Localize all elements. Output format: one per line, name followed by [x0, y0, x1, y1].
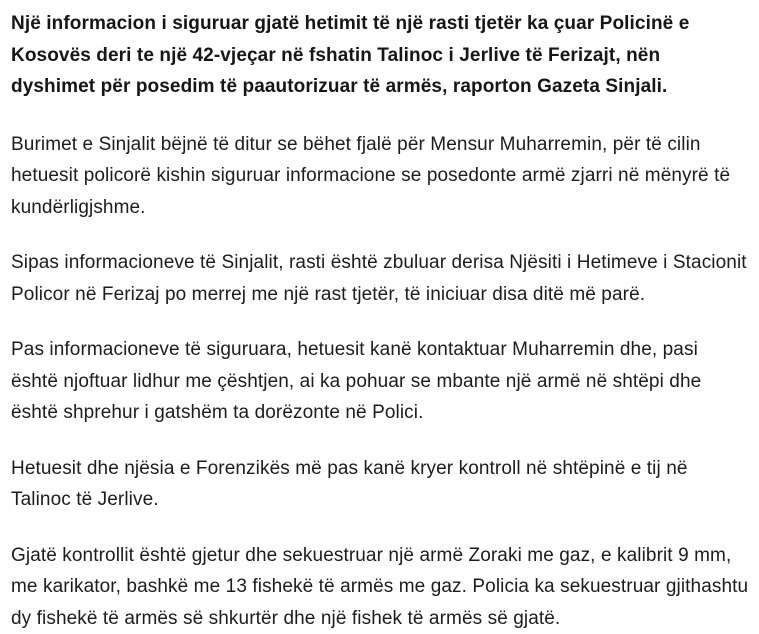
article-paragraph: Pas informacioneve të siguruara, hetuesit kanë kontaktuar Muharremin dhe, pasi është njoftuar lidhur me çështjen, ai ka pohuar se mbante një armë në shtëpi dhe është shprehur i gatshëm ta dorëzonte në Polici.	[11, 334, 749, 429]
article-lead: Një informacion i siguruar gjatë hetimit të një rasti tjetër ka çuar Policinë e Kosovës deri te një 42-vjeçar në fshatin Talinoc i Jerlive të Ferizajt, nën dyshimet për posedim të paautorizuar të armës, raporton Gazeta Sinjali.	[11, 8, 749, 103]
article-paragraph: Burimet e Sinjalit bëjnë të ditur se bëhet fjalë për Mensur Muharremin, për të cilin hetuesit policorë kishin siguruar informacione se posedonte armë zjarri në mënyrë të kundërligjshme.	[11, 129, 749, 224]
article-paragraph: Hetuesit dhe njësia e Forenzikës më pas kanë kryer kontroll në shtëpinë e tij në Talinoc të Jerlive.	[11, 453, 749, 516]
article-paragraph: Sipas informacioneve të Sinjalit, rasti është zbuluar derisa Njësiti i Hetimeve i Stacionit Policor në Ferizaj po merrej me një rast tjetër, të iniciuar disa ditë më parë.	[11, 247, 749, 310]
article-paragraph: Gjatë kontrollit është gjetur dhe sekuestruar një armë Zoraki me gaz, e kalibrit 9 mm, me karikator, bashkë me 13 fishekë të armës me gaz. Policia ka sekuestruar gjithashtu dy fishekë të armës së shkurtër dhe një fishek të armës së gjatë.	[11, 540, 749, 634]
